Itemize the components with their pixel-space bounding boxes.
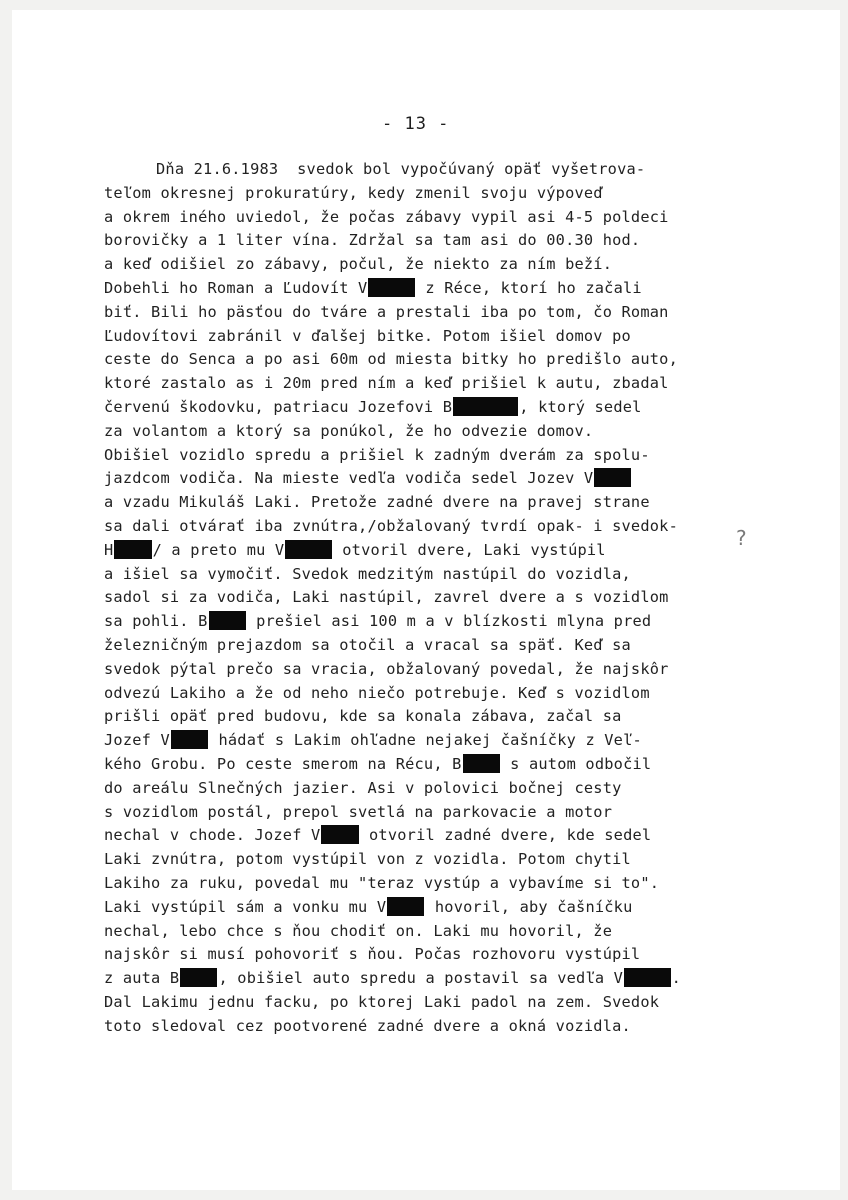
text-line xyxy=(104,1015,764,1039)
text-segment: otvoril dvere, Laki vystúpil xyxy=(332,540,606,559)
text-segment: Lakiho za ruku, povedal mu "teraz vystúp a vybavíme si to". xyxy=(104,873,660,892)
text-line xyxy=(104,801,764,825)
redaction-bar xyxy=(114,540,151,559)
text-segment: kého Grobu. Po ceste smerom na Récu, B xyxy=(104,754,462,773)
text-segment: Dal Lakimu jednu facku, po ktorej Laki padol na zem. Svedok xyxy=(104,992,660,1011)
text-line xyxy=(104,896,764,920)
text-segment: nechal v chode. Jozef V xyxy=(104,826,321,845)
text-line xyxy=(104,920,764,944)
redaction-bar xyxy=(368,278,415,297)
text-line xyxy=(104,372,764,396)
text-line xyxy=(104,705,764,729)
text-segment: , obišiel auto spredu a postavil sa vedľa V xyxy=(218,969,624,988)
text-segment: sa dali otvárať iba zvnútra,/obžalovaný tvrdí opak- i svedok- xyxy=(104,516,678,535)
text-line xyxy=(104,563,764,587)
text-segment: nechal, lebo chce s ňou chodiť on. Laki mu hovoril, že xyxy=(104,921,613,940)
text-line xyxy=(104,206,764,230)
text-line xyxy=(104,420,764,444)
text-segment: z auta B xyxy=(104,969,180,988)
text-segment: do areálu Slnečných jazier. Asi v polovici bočnej cesty xyxy=(104,778,622,797)
redaction-bar xyxy=(594,468,631,487)
text-segment: ktoré zastalo as i 20m pred ním a keď prišiel k autu, zbadal xyxy=(104,374,669,393)
text-segment: železničným prejazdom sa otočil a vracal sa späť. Keď sa xyxy=(104,635,631,654)
text-line xyxy=(104,991,764,1015)
text-segment: najskôr si musí pohovoriť s ňou. Počas rozhovoru vystúpil xyxy=(104,945,641,964)
margin-question-mark: ? xyxy=(736,526,747,550)
text-segment: ceste do Senca a po asi 60m od miesta bitky ho predišlo auto, xyxy=(104,350,678,369)
redaction-bar xyxy=(453,397,518,416)
text-segment: sa pohli. B xyxy=(104,612,208,631)
text-segment: toto sledoval cez pootvorené zadné dvere a okná vozidla. xyxy=(104,1016,631,1035)
redaction-bar xyxy=(624,968,671,987)
text-segment: sadol si za vodiča, Laki nastúpil, zavrel dvere a s vozidlom xyxy=(104,588,669,607)
text-segment: H xyxy=(104,540,114,559)
text-line xyxy=(104,658,764,682)
text-segment: hádať s Lakim ohľadne nejakej čašníčky z Veľ- xyxy=(209,731,642,750)
text-segment: Jozef V xyxy=(104,731,170,750)
text-segment: hovoril, aby čašníčku xyxy=(425,897,633,916)
document-page xyxy=(12,10,840,1190)
redaction-bar xyxy=(285,540,332,559)
text-line xyxy=(104,229,764,253)
redaction-bar xyxy=(209,611,246,630)
text-line xyxy=(104,729,764,753)
text-segment: otvoril zadné dvere, kde sedel xyxy=(359,826,652,845)
text-line xyxy=(104,467,764,491)
redaction-bar xyxy=(463,754,500,773)
text-line xyxy=(104,777,764,801)
text-segment: teľom okresnej prokuratúry, kedy zmenil svoju výpoveď xyxy=(104,183,603,202)
redaction-bar xyxy=(387,897,424,916)
text-segment: Laki zvnútra, potom vystúpil von z vozidla. Potom chytil xyxy=(104,850,631,869)
text-line xyxy=(104,158,764,182)
page-number: - 13 - xyxy=(382,114,450,134)
text-segment: Ľudovítovi zabránil v ďalšej bitke. Potom išiel domov po xyxy=(104,326,631,345)
text-segment: / a preto mu V xyxy=(152,540,285,559)
text-line xyxy=(104,586,764,610)
text-segment: a vzadu Mikuláš Laki. Pretože zadné dvere na pravej strane xyxy=(104,493,650,512)
text-line xyxy=(104,824,764,848)
text-segment: prešiel asi 100 m a v blízkosti mlyna pred xyxy=(246,612,652,631)
text-line xyxy=(104,539,764,563)
text-line xyxy=(104,253,764,277)
text-segment: prišli opäť pred budovu, kde sa konala zábava, začal sa xyxy=(104,707,622,726)
text-segment: červenú škodovku, patriacu Jozefovi B xyxy=(104,397,453,416)
text-segment: Dobehli ho Roman a Ľudovít V xyxy=(104,278,368,297)
text-line xyxy=(104,967,764,991)
text-line xyxy=(104,753,764,777)
text-segment: s autom odbočil xyxy=(500,754,652,773)
text-line xyxy=(104,277,764,301)
text-line xyxy=(104,182,764,206)
text-segment: Dňa 21.6.1983 svedok bol vypočúvaný opäť vyšetrova- xyxy=(156,160,646,178)
text-line xyxy=(104,396,764,420)
body-text xyxy=(104,158,764,1038)
text-segment: Laki vystúpil sám a vonku mu V xyxy=(104,897,387,916)
text-segment: s vozidlom postál, prepol svetlá na parkovacie a motor xyxy=(104,802,613,821)
text-line xyxy=(104,444,764,468)
text-line xyxy=(104,682,764,706)
text-segment: borovičky a 1 liter vína. Zdržal sa tam asi do 00.30 hod. xyxy=(104,231,641,250)
text-line xyxy=(104,301,764,325)
text-segment: a išiel sa vymočiť. Svedok medzitým nastúpil do vozidla, xyxy=(104,564,631,583)
text-segment: jazdcom vodiča. Na mieste vedľa vodiča sedel Jozev V xyxy=(104,469,594,488)
text-line xyxy=(104,491,764,515)
text-line xyxy=(104,325,764,349)
text-segment: svedok pýtal prečo sa vracia, obžalovaný povedal, že najskôr xyxy=(104,659,669,678)
text-line xyxy=(104,348,764,372)
redaction-bar xyxy=(180,968,217,987)
text-segment: biť. Bili ho päsťou do tváre a prestali iba po tom, čo Roman xyxy=(104,302,669,321)
text-segment: za volantom a ktorý sa ponúkol, že ho odvezie domov. xyxy=(104,421,594,440)
text-line xyxy=(104,872,764,896)
redaction-bar xyxy=(171,730,208,749)
text-segment: z Réce, ktorí ho začali xyxy=(415,278,642,297)
text-segment: a keď odišiel zo zábavy, počul, že niekto za ním beží. xyxy=(104,255,613,274)
text-segment: . xyxy=(671,969,681,988)
text-line xyxy=(104,848,764,872)
text-segment: odvezú Lakiho a že od neho niečo potrebuje. Keď s vozidlom xyxy=(104,683,650,702)
text-segment: Obišiel vozidlo spredu a prišiel k zadným dverám za spolu- xyxy=(104,445,650,464)
text-segment: a okrem iného uviedol, že počas zábavy vypil asi 4-5 poldeci xyxy=(104,207,669,226)
text-line xyxy=(104,634,764,658)
text-line xyxy=(104,943,764,967)
redaction-bar xyxy=(321,825,358,844)
text-segment: , ktorý sedel xyxy=(519,397,642,416)
text-line xyxy=(104,610,764,634)
text-line xyxy=(104,515,764,539)
